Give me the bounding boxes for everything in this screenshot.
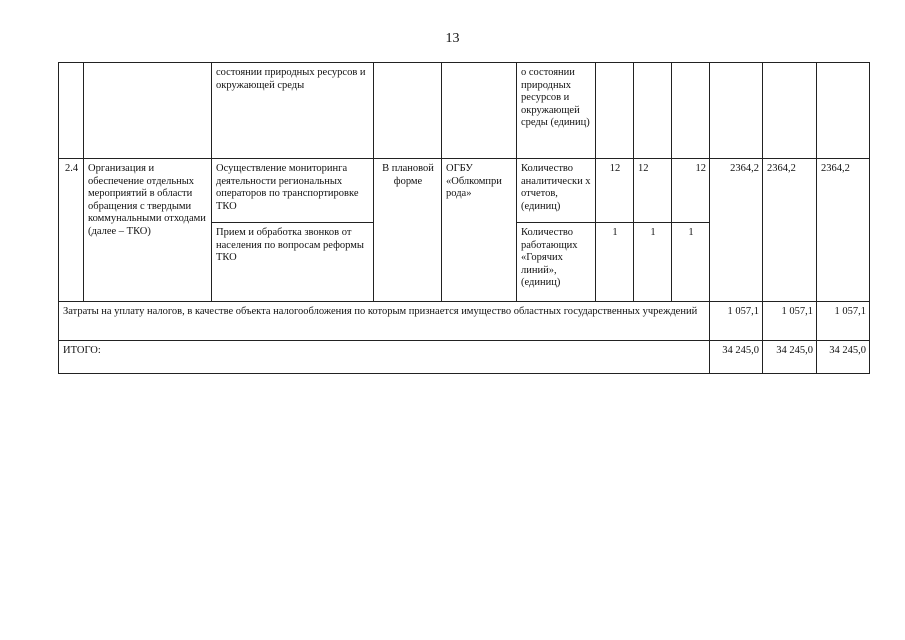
cell-indicator: Количество работающих «Горячих линий», (единиц) [517,223,596,302]
cell-form-empty [374,63,442,159]
cell-executor: ОГБУ «Облкомпри рода» [442,159,517,302]
cell-indicator: Количество аналитически х отчетов, (единиц) [517,159,596,223]
cell-number: 2.4 [59,159,84,302]
cell-amount-empty [763,63,817,159]
cell-amount: 1 057,1 [763,302,817,341]
cell-value-empty [634,63,672,159]
cell-amount: 34 245,0 [710,341,763,374]
table-row-item-2-4 [59,159,870,223]
cell-activity: Прием и обработка звонков от населения по вопросам реформы ТКО [212,223,374,302]
cell-amount: 34 245,0 [763,341,817,374]
cell-total-label: ИТОГО: [59,341,710,374]
cell-taxes-label: Затраты на уплату налогов, в качестве объекта налогообложения по которым признается имущество областных государственных учреждений [59,302,710,341]
cell-amount: 2364,2 [763,159,817,302]
budget-table [58,62,870,374]
cell-executor-empty [442,63,517,159]
cell-value-empty [672,63,710,159]
cell-amount: 2364,2 [817,159,870,302]
cell-activity: Осуществление мониторинга деятельности региональных операторов по транспортировке ТКО [212,159,374,223]
cell-activity: состоянии природных ресурсов и окружающей среды [212,63,374,159]
cell-amount-empty [710,63,763,159]
cell-number-empty [59,63,84,159]
cell-name: Организация и обеспечение отдельных мероприятий в области обращения с твердыми коммунальными отходами (далее – ТКО) [84,159,212,302]
table-row-continuation [59,63,870,159]
cell-amount: 1 057,1 [710,302,763,341]
cell-name-empty [84,63,212,159]
cell-value: 1 [672,223,710,302]
cell-indicator: о состоянии природных ресурсов и окружающей среды (единиц) [517,63,596,159]
table-row-total [59,341,870,374]
page-number: 13 [445,31,460,46]
cell-form: В плановой форме [374,159,442,302]
cell-value: 1 [634,223,672,302]
cell-amount-empty [817,63,870,159]
cell-value: 1 [596,223,634,302]
cell-value-empty [596,63,634,159]
cell-amount: 34 245,0 [817,341,870,374]
cell-value: 12 [672,159,710,223]
cell-value: 12 [634,159,672,223]
cell-amount: 1 057,1 [817,302,870,341]
cell-value: 12 [596,159,634,223]
table-row-taxes [59,302,870,341]
cell-amount: 2364,2 [710,159,763,302]
